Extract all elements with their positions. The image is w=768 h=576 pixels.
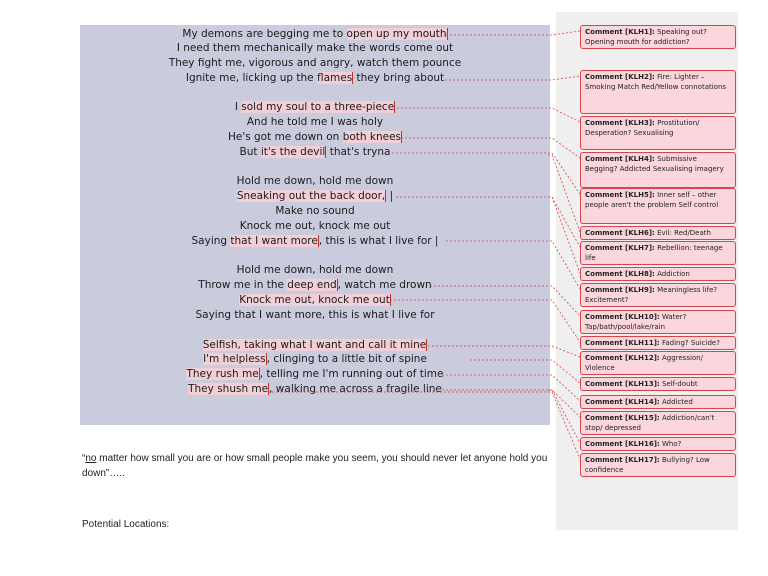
lyric-line: [80, 352, 550, 366]
lyric-highlight: flames: [316, 72, 353, 84]
comment-box[interactable]: [580, 411, 736, 435]
lyric-line: [80, 293, 550, 307]
comment-heading: Comment [KLH16]:: [585, 440, 660, 448]
comment-heading: Comment [KLH14]:: [585, 398, 660, 406]
lyric-highlight: deep end: [287, 279, 337, 291]
lyric-line: [80, 174, 550, 188]
comment-body: Inner self – other people aren't the problem Self control: [585, 191, 719, 209]
lyric-line: [80, 41, 550, 55]
comment-box[interactable]: [580, 283, 736, 307]
lyric-line: [80, 308, 550, 322]
lyric-text: Throw me in the: [198, 279, 288, 291]
lyric-highlight: Knock me out, knock me out: [239, 294, 390, 306]
comment-box[interactable]: [580, 267, 736, 281]
lyric-text: I need them mechanically make the words come out: [176, 42, 454, 54]
lyric-line: [80, 130, 550, 144]
lyric-text: , walking me across a fragile line: [269, 383, 442, 395]
lyric-text: He's got me down on: [227, 131, 343, 143]
lyric-text: they bring about: [353, 72, 445, 84]
lyric-line: [80, 27, 550, 41]
comment-body: Bullying? Low confidence: [585, 456, 710, 474]
lyric-line: [80, 338, 550, 352]
lyric-line: [80, 219, 550, 233]
comment-box[interactable]: [580, 226, 736, 240]
lyric-highlight: that I want more: [230, 235, 318, 247]
lyric-text: , telling me I'm running out of time: [259, 368, 444, 380]
lyric-text: My demons are begging me to: [182, 28, 347, 40]
comment-body: Water? Tap/bath/pool/lake/rain: [585, 313, 687, 331]
comment-box[interactable]: [580, 437, 736, 451]
comment-box[interactable]: [580, 188, 736, 224]
lyric-line: [80, 263, 550, 277]
lyric-line: [80, 56, 550, 70]
lyric-text: , this is what I live for |: [318, 235, 439, 247]
comment-body: Fading? Suicide?: [659, 339, 720, 347]
comment-body: Who?: [659, 440, 682, 448]
comment-body: Addiction/can't stop/ depressed: [585, 414, 715, 432]
lyric-text: I: [234, 101, 242, 113]
comment-heading: Comment [KLH3]:: [585, 119, 655, 127]
lyric-text: , watch me drown: [337, 279, 432, 291]
lyric-highlight: They shush me: [188, 383, 269, 395]
lyric-line: [80, 115, 550, 129]
comment-box[interactable]: [580, 152, 736, 188]
lyric-highlight: I'm helpless: [203, 353, 266, 365]
comment-box[interactable]: [580, 377, 736, 391]
lyric-text: And he told me I was holy: [246, 116, 384, 128]
lyric-text: Knock me out, knock me out: [239, 220, 391, 232]
lyric-highlight: They rush me: [186, 368, 259, 380]
lyric-line: [80, 145, 550, 159]
lyric-text: But: [239, 146, 261, 158]
comment-body: Speaking out? Opening mouth for addiction?: [585, 28, 707, 46]
lyric-highlight: Sneaking out the back door,: [236, 190, 386, 202]
comment-heading: Comment [KLH1]:: [585, 28, 655, 36]
comment-heading: Comment [KLH12]:: [585, 354, 660, 362]
lyric-text: Saying: [191, 235, 231, 247]
lyric-line: [80, 278, 550, 292]
comment-heading: Comment [KLH2]:: [585, 73, 655, 81]
quote-text: “no matter how small you are or how small people make you seem, you should never let anyone hold you down”…..: [82, 453, 548, 479]
lyric-text: They fight me, vigorous and angry, watch them pounce: [168, 57, 462, 69]
comment-heading: Comment [KLH10]:: [585, 313, 660, 321]
lyric-text: Saying that I want more, this is what I live for: [195, 309, 435, 321]
lyric-text: that's tryna: [326, 146, 391, 158]
comment-heading: Comment [KLH13]:: [585, 380, 660, 388]
lyric-text: Hold me down, hold me down: [236, 264, 394, 276]
comment-heading: Comment [KLH7]:: [585, 244, 655, 252]
lyric-line: [80, 71, 550, 85]
lyric-line: [80, 234, 550, 248]
comment-box[interactable]: [580, 310, 736, 334]
comment-heading: Comment [KLH9]:: [585, 286, 655, 294]
lyric-line: [80, 367, 550, 381]
potential-locations-heading: Potential Locations:: [82, 519, 170, 529]
comment-heading: Comment [KLH17]:: [585, 456, 660, 464]
lyric-line: [80, 204, 550, 218]
comment-body: Evil: Red/Death: [654, 229, 711, 237]
comment-heading: Comment [KLH4]:: [585, 155, 655, 163]
lyric-text: Make no sound: [275, 205, 355, 217]
lyric-highlight: sold my soul to a three-piece: [241, 101, 395, 113]
lyric-text: , clinging to a little bit of spine: [266, 353, 427, 365]
comment-body: Addicted: [659, 398, 693, 406]
comment-box[interactable]: [580, 25, 736, 49]
comment-heading: Comment [KLH6]:: [585, 229, 655, 237]
lyric-highlight: it's the devil: [260, 146, 326, 158]
comment-box[interactable]: [580, 395, 736, 409]
comment-box[interactable]: [580, 241, 736, 265]
comment-heading: Comment [KLH5]:: [585, 191, 655, 199]
comment-box[interactable]: [580, 70, 736, 114]
lyric-text: |: [386, 190, 394, 202]
lyric-highlight: open up my mouth: [346, 28, 447, 40]
lyric-text: Hold me down, hold me down: [236, 175, 394, 187]
comment-heading: Comment [KLH11]:: [585, 339, 660, 347]
comment-body: Prostitution/ Desperation? Sexualising: [585, 119, 700, 137]
comment-box[interactable]: [580, 351, 736, 375]
lyric-highlight: Selfish, taking what I want and call it mine: [202, 339, 427, 351]
lyric-highlight: both knees: [342, 131, 402, 143]
lyric-line: [80, 382, 550, 396]
comment-body: Addiction: [654, 270, 690, 278]
lyric-text: Ignite me, licking up the: [185, 72, 317, 84]
comment-body: Aggression/ Violence: [585, 354, 703, 372]
comment-body: Self-doubt: [659, 380, 698, 388]
comment-box[interactable]: [580, 116, 736, 150]
comment-body: Fire: Lighter – Smoking Match Red/Yellow connotations: [585, 73, 727, 91]
comment-body: Rebellion: teenage life: [585, 244, 723, 262]
comment-box[interactable]: [580, 453, 736, 477]
comment-body: Submissive Begging? Addicted Sexualising imagery: [585, 155, 724, 173]
lyric-line: [80, 100, 550, 114]
lyric-line: [80, 189, 550, 203]
comment-heading: Comment [KLH8]:: [585, 270, 655, 278]
comment-body: Meaningless life? Excitement?: [585, 286, 718, 304]
comment-heading: Comment [KLH15]:: [585, 414, 660, 422]
comment-box[interactable]: [580, 336, 736, 350]
